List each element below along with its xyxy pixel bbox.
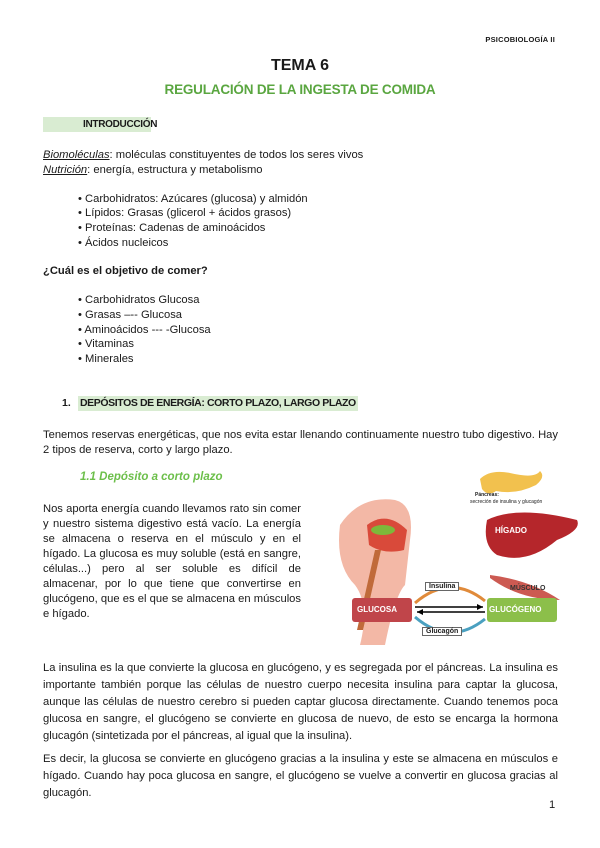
list-item: • Vitaminas: [78, 338, 134, 350]
list-item: • Grasas –-- Glucosa: [78, 309, 183, 321]
list-item: • Lípidos: Grasas (glicerol + ácidos grasos): [78, 207, 292, 219]
definition-term: Biomoléculas: [43, 149, 110, 161]
definition-biomoleculas: [43, 148, 363, 163]
section-number: 1.: [62, 397, 71, 409]
pancreas-icon: [480, 471, 542, 494]
glycogen-label: GLUCÓGENO: [489, 605, 542, 614]
insulin-label: Insulina: [425, 582, 459, 591]
paragraph: La insulina es la que convierte la glucosa en glucógeno, y es segregada por el páncreas. La insulina es importante también porque las células de nuestro cuerpo necesita insulina para captar la glucosa, aunque las células de nuestro cerebro si pueden captar glucosa directamente. Cuando tenemos poca glucosa en sangre, el glucógeno se convierte en glucosa de nuevo, de esto se encarga la hormona glucagón (sintetizada por el páncreas, al igual que la insulina).: [43, 662, 558, 742]
list-item: • Carbohidratos Glucosa: [78, 294, 200, 306]
list-item: • Ácidos nucleicos: [78, 237, 169, 249]
paragraph: Es decir, la glucosa se convierte en glucógeno gracias a la insulina y este se almacena en músculos e hígado. Cuando hay poca glucosa en sangre, el glucógeno se vuelve a convertir en glucosa gracias al glucagón.: [43, 753, 558, 799]
glucose-label: GLUCOSA: [357, 605, 397, 614]
running-header: PSICOBIOLOGÍA II: [485, 35, 555, 44]
liver-icon: [486, 513, 578, 558]
glucagon-label: Glucagón: [422, 627, 462, 636]
paragraph: Tenemos reservas energéticas, que nos evita estar llenando continuamente nuestro tubo digestivo. Hay 2 tipos de reserva, corto y largo plazo.: [43, 429, 558, 456]
section-heading: DEPÓSITOS DE ENERGÍA: CORTO PLAZO, LARGO PLAZO: [80, 397, 356, 409]
definition-text: : energía, estructura y metabolismo: [87, 164, 263, 176]
definition-nutricion: [43, 163, 263, 178]
page-subtitle: REGULACIÓN DE LA INGESTA DE COMIDA: [164, 82, 436, 97]
glucose-figure: [305, 465, 595, 655]
subsection-heading: 1.1 Depósito a corto plazo: [80, 471, 223, 483]
list-item: • Proteínas: Cadenas de aminoácidos: [78, 222, 266, 234]
page-number: 1: [549, 799, 556, 811]
intro-heading: INTRODUCCIÓN: [43, 117, 151, 132]
pancreas-caption: secreción de insulina y glucagón: [470, 499, 543, 505]
question-heading: ¿Cuál es el objetivo de comer?: [43, 265, 208, 277]
list-item: • Carbohidratos: Azúcares (glucosa) y almidón: [78, 193, 308, 205]
paragraph: Nos aporta energía cuando llevamos rato sin comer y nuestro sistema digestivo está vacío. La energía se almacena o reserva en el músculo y en el hígado. La glucosa es muy soluble (está en sangre, células...) pero al ser soluble es difícil de almacenar, por lo que tiene que convertirse en glucógeno, que es el que se almacena en músculos e hígado.: [43, 503, 301, 620]
liver-label: HÍGADO: [495, 526, 527, 535]
definition-term: Nutrición: [43, 164, 88, 176]
pancreas-label: Páncreas:: [475, 492, 499, 498]
definition-text: : moléculas constituyentes de todos los seres vivos: [109, 149, 364, 161]
page-title: TEMA 6: [270, 57, 330, 74]
list-item: • Aminoácidos --- -Glucosa: [78, 324, 211, 336]
list-item: • Minerales: [78, 353, 134, 365]
muscle-label: MÚSCULO: [510, 585, 546, 592]
